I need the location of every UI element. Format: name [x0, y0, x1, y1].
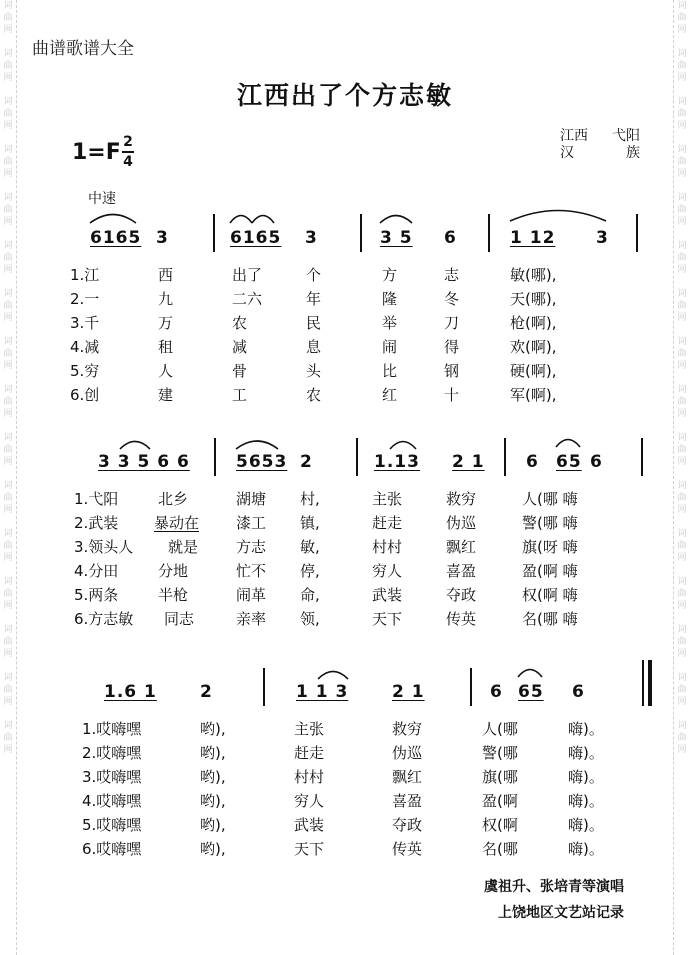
lyric: 警(哪	[482, 744, 518, 762]
lyric: 嗨)。	[568, 744, 604, 762]
lyric: 哟),	[200, 744, 226, 762]
lyric: 军(啊),	[510, 386, 557, 404]
lyric: 3.千	[70, 314, 100, 332]
origin-province: 江西	[560, 128, 588, 144]
slur	[516, 664, 544, 678]
lyric: 伪巡	[392, 744, 423, 762]
recorder-credit: 上饶地区文艺站记录	[498, 905, 624, 921]
lyric: 喜盈	[392, 792, 423, 810]
lyric: 赶走	[294, 744, 325, 762]
lyric: 人(哪 嗨	[522, 490, 578, 508]
lyric: 漆工	[236, 514, 267, 532]
lyric: 主张	[294, 720, 325, 738]
lyric: 头	[306, 362, 322, 380]
left-watermark-strip: 词 曲 网 词 曲 网 词 曲 网 词 曲 网 词 曲 网 词 曲 网 词 曲 网 词 曲 网 词 曲 网 词 曲 网 词 曲 网 词 曲 网 词 曲 网 词 曲 网 词 曲 网 词 曲 网	[3, 1, 13, 755]
note-group: 2 1	[392, 682, 425, 702]
lyric: 镇,	[300, 514, 320, 532]
lyric: 权(啊	[482, 816, 518, 834]
lyric: 方志	[236, 538, 267, 556]
lyric: 嗨)。	[568, 792, 604, 810]
lyric: 旗(哪	[482, 768, 518, 786]
lyric: 旗(呀 嗨	[522, 538, 578, 556]
lyric: 救穷	[392, 720, 423, 738]
lyric: 名(哪	[482, 840, 518, 858]
lyric: 3.哎嗨嘿	[82, 768, 142, 786]
lyric: 租	[158, 338, 174, 356]
lyric: 闹革	[236, 586, 267, 604]
right-border	[673, 0, 674, 955]
lyric: 飘红	[446, 538, 477, 556]
barline	[636, 214, 638, 252]
lyric: 传英	[392, 840, 423, 858]
lyric: 停,	[300, 562, 320, 580]
note-group: 1.6 1	[104, 682, 157, 702]
lyric: 建	[158, 386, 174, 404]
slur	[118, 436, 152, 450]
lyric: 武装	[294, 816, 325, 834]
lyric: 4.分田	[74, 562, 119, 580]
note-group: 6165	[230, 228, 282, 248]
lyric: 警(哪 嗨	[522, 514, 578, 532]
lyric: 穷人	[372, 562, 403, 580]
time-numerator: 2	[123, 134, 133, 150]
lyric: 村,	[300, 490, 320, 508]
left-border	[16, 0, 17, 955]
lyric: 1.弋阳	[74, 490, 119, 508]
lyric: 方	[382, 266, 398, 284]
note-group: 3 3 5 6 6	[98, 452, 190, 472]
slur	[234, 436, 280, 450]
lyric: 红	[382, 386, 398, 404]
lyric: 分地	[158, 562, 189, 580]
lyric: 硬(啊),	[510, 362, 557, 380]
slur	[378, 210, 414, 224]
note-group: 2	[300, 452, 313, 472]
lyric: 半枪	[158, 586, 189, 604]
lyric: 同志	[164, 610, 195, 628]
lyric: 天下	[294, 840, 325, 858]
lyric: 人(哪	[482, 720, 518, 738]
lyric: 喜盈	[446, 562, 477, 580]
lyric: 5.哎嗨嘿	[82, 816, 142, 834]
tempo-marking: 中速	[88, 191, 116, 207]
lyric: 哟),	[200, 816, 226, 834]
barline	[263, 668, 265, 706]
lyric: 武装	[372, 586, 403, 604]
lyric: 民	[306, 314, 322, 332]
lyric: 村村	[372, 538, 403, 556]
key-signature: 1=F	[72, 140, 121, 165]
lyric: 1.江	[70, 266, 100, 284]
barline	[356, 438, 358, 476]
tie	[508, 206, 608, 222]
lyric: 嗨)。	[568, 840, 604, 858]
lyric: 赶走	[372, 514, 403, 532]
lyric: 哟),	[200, 768, 226, 786]
lyric: 敏,	[300, 538, 320, 556]
lyric: 6.方志敏	[74, 610, 134, 628]
lyric: 钢	[444, 362, 460, 380]
lyric: 5.两条	[74, 586, 119, 604]
right-watermark-strip: 词 曲 网 词 曲 网 词 曲 网 词 曲 网 词 曲 网 词 曲 网 词 曲 网 词 曲 网 词 曲 网 词 曲 网 词 曲 网 词 曲 网 词 曲 网 词 曲 网 词 曲 网 词 曲 网	[677, 1, 687, 755]
note-group: 3	[305, 228, 318, 248]
lyric: 举	[382, 314, 398, 332]
lyric: 天下	[372, 610, 403, 628]
barline	[641, 438, 643, 476]
lyric: 6.创	[70, 386, 100, 404]
slur	[554, 434, 582, 448]
lyric: 救穷	[446, 490, 477, 508]
note-group: 3	[156, 228, 169, 248]
lyric: 嗨)。	[568, 768, 604, 786]
lyric: 哟),	[200, 792, 226, 810]
lyric: 哟),	[200, 720, 226, 738]
final-barline-thin	[642, 660, 644, 706]
barline	[504, 438, 506, 476]
note-group: 6165	[90, 228, 142, 248]
lyric: 天(哪),	[510, 290, 557, 308]
note-group: 65	[556, 452, 582, 472]
origin-ethnic-2: 族	[626, 145, 640, 161]
song-origin	[560, 128, 640, 162]
note-group: 1 1 3	[296, 682, 349, 702]
lyric: 农	[306, 386, 322, 404]
slur	[316, 666, 350, 680]
lyric: 穷人	[294, 792, 325, 810]
lyric: 夺政	[392, 816, 423, 834]
lyric: 哟),	[200, 840, 226, 858]
note-group: 65	[518, 682, 544, 702]
slur	[250, 210, 276, 224]
lyric: 九	[158, 290, 174, 308]
lyric: 权(啊 嗨	[522, 586, 578, 604]
time-signature	[122, 134, 134, 170]
lyric: 北乡	[158, 490, 189, 508]
lyric: 二六	[232, 290, 263, 308]
lyric: 敏(哪),	[510, 266, 557, 284]
lyric: 西	[158, 266, 174, 284]
note-group: 6	[572, 682, 585, 702]
lyric: 息	[306, 338, 322, 356]
note-group: 1.13	[374, 452, 420, 472]
note-group: 6	[526, 452, 539, 472]
lyric: 比	[382, 362, 398, 380]
lyric: 工	[232, 386, 248, 404]
lyric: 4.哎嗨嘿	[82, 792, 142, 810]
note-group: 6	[590, 452, 603, 472]
lyric: 暴动在	[154, 514, 200, 532]
lyric: 6.哎嗨嘿	[82, 840, 142, 858]
slur	[388, 436, 418, 450]
slur	[88, 210, 138, 224]
lyric: 湖塘	[236, 490, 267, 508]
lyric: 2.武装	[74, 514, 119, 532]
lyric: 盈(啊	[482, 792, 518, 810]
lyric: 万	[158, 314, 174, 332]
performers-credit: 虞祖升、张培青等演唱	[484, 879, 624, 895]
site-title: 曲谱歌谱大全	[32, 39, 134, 59]
lyric: 嗨)。	[568, 816, 604, 834]
barline	[488, 214, 490, 252]
lyric: 1.哎嗨嘿	[82, 720, 142, 738]
origin-county: 弋阳	[612, 128, 640, 144]
lyric: 3.领头人	[74, 538, 134, 556]
barline	[470, 668, 472, 706]
lyric: 4.减	[70, 338, 100, 356]
song-title: 江西出了个方志敏	[236, 81, 453, 110]
lyric: 主张	[372, 490, 403, 508]
lyric: 人	[158, 362, 174, 380]
lyric: 忙不	[236, 562, 267, 580]
time-denominator: 4	[123, 154, 133, 170]
note-group: 3	[596, 228, 609, 248]
note-group: 5653	[236, 452, 288, 472]
lyric: 刀	[444, 314, 460, 332]
lyric: 闹	[382, 338, 398, 356]
barline	[213, 214, 215, 252]
lyric: 村村	[294, 768, 325, 786]
lyric: 盈(啊 嗨	[522, 562, 578, 580]
origin-ethnic-1: 汉	[560, 145, 574, 161]
lyric: 志	[444, 266, 460, 284]
lyric: 十	[444, 386, 460, 404]
lyric: 骨	[232, 362, 248, 380]
lyric: 传英	[446, 610, 477, 628]
final-barline-thick	[648, 660, 652, 706]
lyric: 飘红	[392, 768, 423, 786]
lyric: 冬	[444, 290, 460, 308]
lyric: 年	[306, 290, 322, 308]
lyric: 嗨)。	[568, 720, 604, 738]
lyric: 出了	[232, 266, 263, 284]
note-group: 2	[200, 682, 213, 702]
lyric: 伪巡	[446, 514, 477, 532]
barline	[360, 214, 362, 252]
note-group: 2 1	[452, 452, 485, 472]
lyric: 夺政	[446, 586, 477, 604]
lyric: 领,	[300, 610, 320, 628]
lyric: 5.穷	[70, 362, 100, 380]
lyric: 隆	[382, 290, 398, 308]
note-group: 6	[490, 682, 503, 702]
lyric: 得	[444, 338, 460, 356]
note-group: 3 5	[380, 228, 413, 248]
lyric: 枪(啊),	[510, 314, 557, 332]
lyric: 农	[232, 314, 248, 332]
lyric: 欢(啊),	[510, 338, 557, 356]
lyric: 2.一	[70, 290, 100, 308]
lyric: 个	[306, 266, 322, 284]
lyric: 就是	[168, 538, 199, 556]
barline	[214, 438, 216, 476]
lyric: 命,	[300, 586, 320, 604]
note-group: 6	[444, 228, 457, 248]
lyric: 名(哪 嗨	[522, 610, 578, 628]
note-group: 1 12	[510, 228, 556, 248]
lyric: 亲率	[236, 610, 267, 628]
lyric: 2.哎嗨嘿	[82, 744, 142, 762]
lyric: 减	[232, 338, 248, 356]
